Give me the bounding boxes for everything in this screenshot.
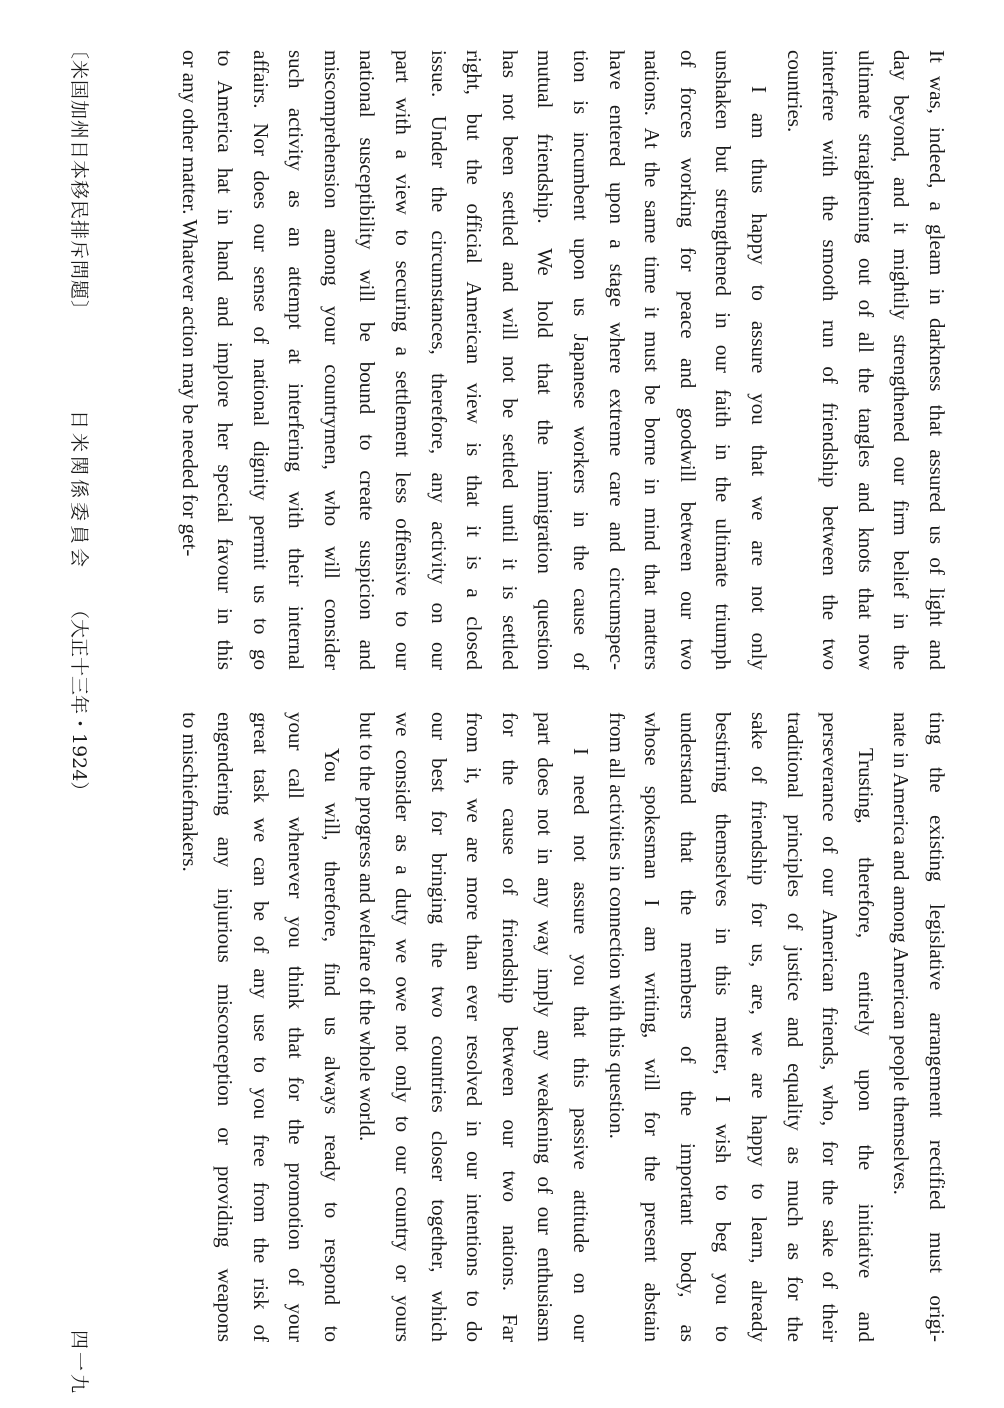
text-line: unshaken but strengthened in our faith in the ultimate triumph — [711, 50, 736, 670]
text-line: day beyond, and it mightily strengthened our firm belief in the — [889, 50, 914, 670]
text-line: ultimate straightening out of all the tangles and knots that now — [853, 50, 878, 670]
text-line: right, but the official American view is that it is a closed — [462, 50, 487, 670]
left-text-column — [171, 50, 954, 670]
text-line: I am thus happy to assure you that we are not only — [747, 86, 772, 670]
text-line: perseverance of our American friends, who, for the sake of their — [818, 712, 843, 1342]
paragraph — [171, 50, 776, 670]
text-line: such activity as an attempt at interfering with their internal — [284, 50, 309, 670]
text-line: issue. Under the circumstances, therefore, any activity on our — [426, 50, 451, 670]
page-footer — [60, 40, 94, 1397]
paragraph — [349, 712, 598, 1342]
text-line: or any other matter. Whatever action may be needed for get- — [177, 50, 202, 557]
text-line: You will, therefore, find us always ready to respond to — [319, 748, 344, 1342]
text-line: of forces working for peace and goodwill between our two — [675, 50, 700, 670]
text-line: mutual friendship. We hold that the immigration question — [533, 50, 558, 670]
text-line: whose spokesman I am writing, will for the present abstain — [640, 712, 665, 1342]
paragraph — [171, 712, 349, 1342]
text-line: great task we can be of any use to you free from the risk of — [248, 712, 273, 1342]
text-line: I need not assure you that this passive attitude on our — [569, 748, 594, 1342]
text-line: from it, we are more than ever resolved in our intentions to do — [462, 712, 487, 1342]
text-line: Trusting, therefore, entirely upon the initiative and — [853, 748, 878, 1342]
text-line: traditional principles of justice and equality as much as for the — [782, 712, 807, 1342]
text-line: interfere with the smooth run of friendship between the two — [818, 50, 843, 670]
text-line: understand that the members of the important body, as — [675, 712, 700, 1342]
text-line: countries. — [782, 50, 807, 133]
text-line: part does not in any way imply any weakening of our enthusiasm — [533, 712, 558, 1342]
text-line: but to the progress and welfare of the whole world. — [355, 712, 380, 1142]
text-line: your call whenever you think that for the promotion of your — [284, 712, 309, 1342]
paragraph — [598, 712, 883, 1342]
footer-publisher: 日米関係委員会 — [68, 410, 90, 572]
right-text-column — [171, 712, 954, 1342]
text-line: for the cause of friendship between our two nations. Far — [497, 712, 522, 1342]
text-line: to mischiefmakers. — [177, 712, 202, 872]
text-line: ting the existing legislative arrangement rectified must origi- — [925, 712, 949, 1342]
footer-source-title: 〔米国加州日本移民排斥問題〕 — [68, 40, 90, 321]
footer-date: （大正十三年・1924） — [68, 600, 90, 801]
text-line: we consider as a duty we owe not only to our country or yours — [391, 712, 416, 1342]
text-line: to America hat in hand and implore her special favour in this — [213, 50, 238, 670]
text-line: affairs. Nor does our sense of national dignity permit us to go — [248, 50, 273, 670]
text-line: our best for bringing the two countries closer together, which — [426, 712, 451, 1342]
text-line: miscomprehension among your countrymen, who will consider — [319, 50, 344, 670]
text-line: sake of friendship for us, are, we are happy to learn, already — [747, 712, 772, 1342]
text-line: It was, indeed, a gleam in darkness that assured us of light and — [925, 50, 949, 670]
text-line: tion is incumbent upon us Japanese workers in the cause of — [569, 50, 594, 670]
text-line: has not been settled and will not be settled until it is settled — [497, 50, 522, 670]
text-line: nations. At the same time it must be borne in mind that matters — [640, 50, 665, 670]
text-line: engendering any injurious misconception or providing weapons — [213, 712, 238, 1342]
text-line: have entered upon a stage where extreme care and circumspec- — [604, 50, 629, 670]
text-line: part with a view to securing a settlement less offensive to our — [391, 50, 416, 670]
text-line: from all activities in connection with this question. — [604, 712, 629, 1139]
paragraph — [776, 50, 954, 670]
page-number: 四一九 — [68, 1330, 90, 1397]
paragraph — [883, 712, 954, 1342]
text-line: national susceptibility will be bound to create suspicion and — [355, 50, 380, 670]
text-line: nate in America and among American people themselves. — [889, 712, 914, 1195]
text-line: bestirring themselves in this matter, I wish to beg you to — [711, 712, 736, 1342]
